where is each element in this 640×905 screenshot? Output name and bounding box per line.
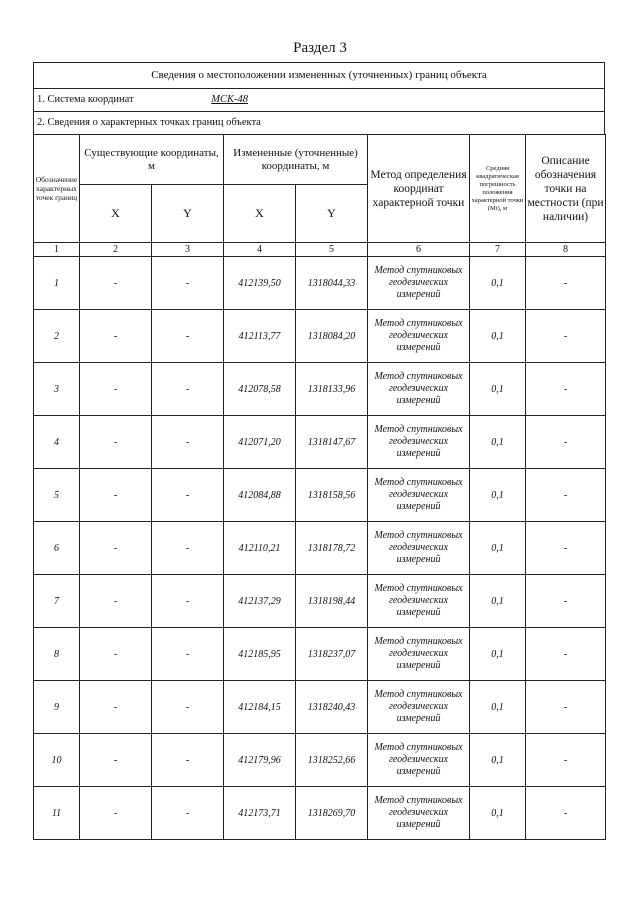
mean-error-cell: 0,1	[470, 734, 526, 787]
changed-y-cell: 1318178,72	[296, 522, 368, 575]
mean-error-cell: 0,1	[470, 628, 526, 681]
existing-y-cell: -	[152, 787, 224, 840]
page-title: Раздел 3	[293, 40, 347, 56]
column-number: 4	[224, 243, 296, 257]
header-existing: Существующие координаты, м	[80, 135, 224, 185]
point-id-cell: 4	[34, 416, 80, 469]
changed-x-cell: 412185,95	[224, 628, 296, 681]
point-id-cell: 10	[34, 734, 80, 787]
point-id-cell: 3	[34, 363, 80, 416]
existing-x-cell: -	[80, 681, 152, 734]
mean-error-cell: 0,1	[470, 363, 526, 416]
header-existing-y: Y	[152, 185, 224, 243]
table-row	[34, 787, 606, 840]
changed-y-cell: 1318147,67	[296, 416, 368, 469]
changed-x-cell: 412078,58	[224, 363, 296, 416]
point-description-cell: -	[526, 734, 606, 787]
method-cell: Метод спутниковых геодезических измерений	[368, 628, 470, 681]
changed-y-cell: 1318252,66	[296, 734, 368, 787]
column-number: 1	[34, 243, 80, 257]
table-row	[34, 257, 606, 310]
header-changed-x: X	[224, 185, 296, 243]
header-designation: Обозначение характерных точек границ	[34, 135, 80, 243]
changed-y-cell: 1318269,70	[296, 787, 368, 840]
mean-error-cell: 0,1	[470, 787, 526, 840]
mean-error-cell: 0,1	[470, 469, 526, 522]
existing-x-cell: -	[80, 257, 152, 310]
method-cell: Метод спутниковых геодезических измерений	[368, 575, 470, 628]
point-id-cell: 8	[34, 628, 80, 681]
existing-y-cell: -	[152, 734, 224, 787]
mean-error-cell: 0,1	[470, 310, 526, 363]
method-cell: Метод спутниковых геодезических измерений	[368, 310, 470, 363]
header-changed-y: Y	[296, 185, 368, 243]
table-row	[34, 469, 606, 522]
column-number: 8	[526, 243, 606, 257]
existing-x-cell: -	[80, 363, 152, 416]
changed-y-cell: 1318084,20	[296, 310, 368, 363]
existing-x-cell: -	[80, 522, 152, 575]
existing-x-cell: -	[80, 734, 152, 787]
existing-x-cell: -	[80, 787, 152, 840]
changed-y-cell: 1318044,33	[296, 257, 368, 310]
changed-x-cell: 412179,96	[224, 734, 296, 787]
existing-y-cell: -	[152, 363, 224, 416]
column-numbers-row	[34, 243, 606, 257]
points-heading: 2. Сведения о характерных точках границ объекта	[33, 111, 605, 134]
column-number: 5	[296, 243, 368, 257]
coord-system-label: 1. Система координат	[37, 94, 134, 105]
existing-y-cell: -	[152, 522, 224, 575]
mean-error-cell: 0,1	[470, 257, 526, 310]
point-description-cell: -	[526, 469, 606, 522]
point-description-cell: -	[526, 310, 606, 363]
existing-y-cell: -	[152, 310, 224, 363]
column-number: 3	[152, 243, 224, 257]
table-row	[34, 681, 606, 734]
method-cell: Метод спутниковых геодезических измерений	[368, 522, 470, 575]
point-description-cell: -	[526, 575, 606, 628]
changed-x-cell: 412071,20	[224, 416, 296, 469]
existing-y-cell: -	[152, 416, 224, 469]
existing-x-cell: -	[80, 310, 152, 363]
mean-error-cell: 0,1	[470, 575, 526, 628]
table-row	[34, 363, 606, 416]
method-cell: Метод спутниковых геодезических измерений	[368, 734, 470, 787]
mean-error-cell: 0,1	[470, 416, 526, 469]
changed-x-cell: 412137,29	[224, 575, 296, 628]
changed-y-cell: 1318237,07	[296, 628, 368, 681]
changed-y-cell: 1318158,56	[296, 469, 368, 522]
table-row	[34, 310, 606, 363]
existing-y-cell: -	[152, 681, 224, 734]
method-cell: Метод спутниковых геодезических измерений	[368, 787, 470, 840]
header-method: Метод определения координат характерной точки	[368, 135, 470, 243]
existing-x-cell: -	[80, 575, 152, 628]
existing-x-cell: -	[80, 469, 152, 522]
point-id-cell: 2	[34, 310, 80, 363]
method-cell: Метод спутниковых геодезических измерений	[368, 363, 470, 416]
point-description-cell: -	[526, 363, 606, 416]
point-id-cell: 1	[34, 257, 80, 310]
method-cell: Метод спутниковых геодезических измерений	[368, 469, 470, 522]
changed-y-cell: 1318240,43	[296, 681, 368, 734]
existing-x-cell: -	[80, 416, 152, 469]
method-cell: Метод спутниковых геодезических измерений	[368, 681, 470, 734]
column-number: 7	[470, 243, 526, 257]
mean-error-cell: 0,1	[470, 681, 526, 734]
existing-y-cell: -	[152, 469, 224, 522]
changed-x-cell: 412173,71	[224, 787, 296, 840]
point-description-cell: -	[526, 681, 606, 734]
point-description-cell: -	[526, 257, 606, 310]
coord-system-value: МСК-48	[211, 94, 248, 105]
changed-x-cell: 412139,50	[224, 257, 296, 310]
changed-x-cell: 412110,21	[224, 522, 296, 575]
changed-x-cell: 412084,88	[224, 469, 296, 522]
existing-y-cell: -	[152, 628, 224, 681]
point-description-cell: -	[526, 787, 606, 840]
existing-x-cell: -	[80, 628, 152, 681]
table-title: Сведения о местоположении измененных (уточненных) границ объекта	[33, 62, 605, 88]
mean-error-cell: 0,1	[470, 522, 526, 575]
point-id-cell: 5	[34, 469, 80, 522]
table-row	[34, 734, 606, 787]
point-description-cell: -	[526, 416, 606, 469]
header-changed: Измененные (уточненные) координаты, м	[224, 135, 368, 185]
changed-y-cell: 1318198,44	[296, 575, 368, 628]
changed-x-cell: 412113,77	[224, 310, 296, 363]
header-existing-x: X	[80, 185, 152, 243]
points-table	[33, 134, 606, 840]
table-row	[34, 628, 606, 681]
point-description-cell: -	[526, 522, 606, 575]
table-row	[34, 575, 606, 628]
method-cell: Метод спутниковых геодезических измерений	[368, 257, 470, 310]
column-number: 2	[80, 243, 152, 257]
method-cell: Метод спутниковых геодезических измерений	[368, 416, 470, 469]
point-description-cell: -	[526, 628, 606, 681]
changed-x-cell: 412184,15	[224, 681, 296, 734]
point-id-cell: 6	[34, 522, 80, 575]
document-frame	[33, 62, 605, 840]
points-body	[34, 257, 606, 840]
point-id-cell: 11	[34, 787, 80, 840]
column-number: 6	[368, 243, 470, 257]
existing-y-cell: -	[152, 575, 224, 628]
changed-y-cell: 1318133,96	[296, 363, 368, 416]
table-row	[34, 522, 606, 575]
header-mean-error: Средняя квадратическая погрешность положения характерной точки (Mt), м	[470, 135, 526, 243]
header-description: Описание обозначения точки на местности (при наличии)	[526, 135, 606, 243]
coord-system-row	[33, 88, 605, 111]
table-row	[34, 416, 606, 469]
point-id-cell: 7	[34, 575, 80, 628]
point-id-cell: 9	[34, 681, 80, 734]
existing-y-cell: -	[152, 257, 224, 310]
